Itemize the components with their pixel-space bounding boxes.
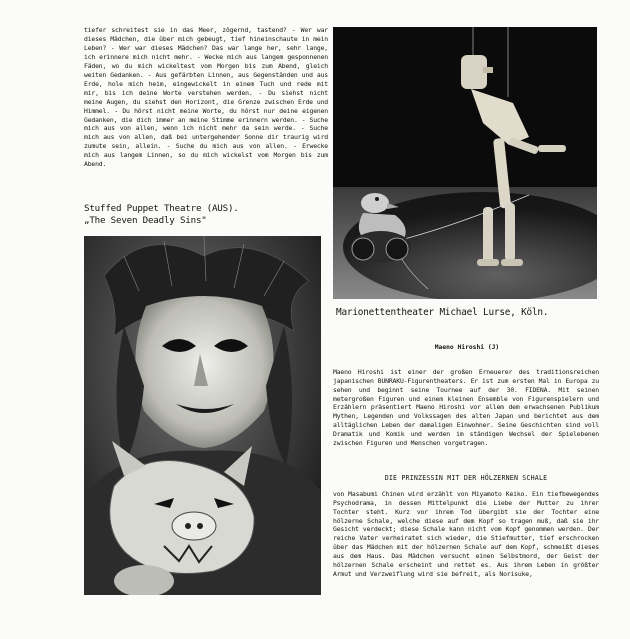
article-body: von Masabumi Chinen wird erzählt von Miyamoto Keiko. Ein tiefbewegendes Psychodrama, in dessen Mittelpunkt die Liebe der Mutter zu ihrer Tochter steht. Kurz vor ihrem Tod übergibt sie der Tochter eine hölzerne Schale, welche diese auf dem Kopf so tragen muß, daß sie ihr Gesicht verdeckt; diese Schale kann nicht vom Kopf genommen werden. Der reiche Vater verheiratet sich wieder, die Stiefmutter, tief erschrocken über das Mädchen mit der hölzernen Schale auf dem Kopf, schmeißt dieses aus dem Haus. Das Mädchen versucht einen Selbstmord, der Geist der hölzernen Schale erscheint und rettet es. Aus ihrem Leben in größter Armut und Verzweiflung wird sie befreit, als Norisuke, xyxy=(333,490,599,578)
article-intro: Maeno Hiroshi ist einer der großen Erneuerer des traditionsreichen japanischen BUNRAKU-Figurentheaters. Er ist zum ersten Mal in Europa zu sehen und beginnt seine Tournee auf der 30. FIDENA. Mit seinen metergroßen Figuren und einem kleinen Ensemble von Figurenspielern und Erzählern präsentiert Maeno Hiroshi vor allem dem erwachsenen Publikum Mythen, Legenden und Volkssagen des alten Japan und berichtet aus dem alltäglichen Leben der damaligen Einwohner. Seine Geschichten sind voll Dramatik und Komik und werden im ständigen Wechsel der Spielebenen zwischen Figuren und Menschen vorgetragen. xyxy=(333,368,599,447)
stuffed-puppet-photo xyxy=(84,236,321,595)
play-title: DIE PRINZESSIN MIT DER HÖLZERNEN SCHALE xyxy=(384,474,548,482)
marionette-photo xyxy=(333,27,597,299)
stuffed-puppet-caption xyxy=(84,203,239,227)
stuffed-caption-line-2: „The Seven Deadly Sins" xyxy=(84,215,207,226)
stuffed-puppet-photo-illustration xyxy=(84,236,321,595)
poem-text: tiefer schreitest sie in das Meer, zögernd, tastend? - Wer war dieses Mädchen, die über mich gebeugt, tief hineinschaute in mein Leben? - Wer war dieses Mädchen? Das war lange her, sehr lange, ich erinnere mich nicht mehr. - Wecke mich aus langem gesponnenen Fäden, wo du mich wickeltest vom Morgen bis zum Abend, gleich weiten Gedanken. - Aus gefärbten Linnen, aus Gegenständen und aus Erde, hole mich heim, eingewickelt in einem Tuch und rede mit mir, bis ich deine Worte verstehen werden. - Du siehst nicht meine Augen, du siehst den Horizont, die Grenze zwischen Erde und Himmel. - Du hörst nicht meine Worte, du hörst nur deine eigenen Gedanken, die dich immer an meine Stimme erinnern werden. - Suche mich aus von allen, wenn ich nicht mehr da sein werde. - Suche mich aus von allen, daß bei untergehender Sonne dir traurig wird zumute sein, allein. - Suche du mich aus von allen. - Erwecke mich aus langem Linnen, so du mich wickelst vom Morgen bis zum Abend. xyxy=(84,26,328,169)
marionette-photo-illustration xyxy=(333,27,597,299)
marionette-caption: Marionettentheater Michael Lurse, Köln. xyxy=(336,307,549,318)
article-heading: Maeno Hiroshi (J) xyxy=(434,344,500,351)
stuffed-caption-line-1: Stuffed Puppet Theatre (AUS). xyxy=(84,203,239,214)
